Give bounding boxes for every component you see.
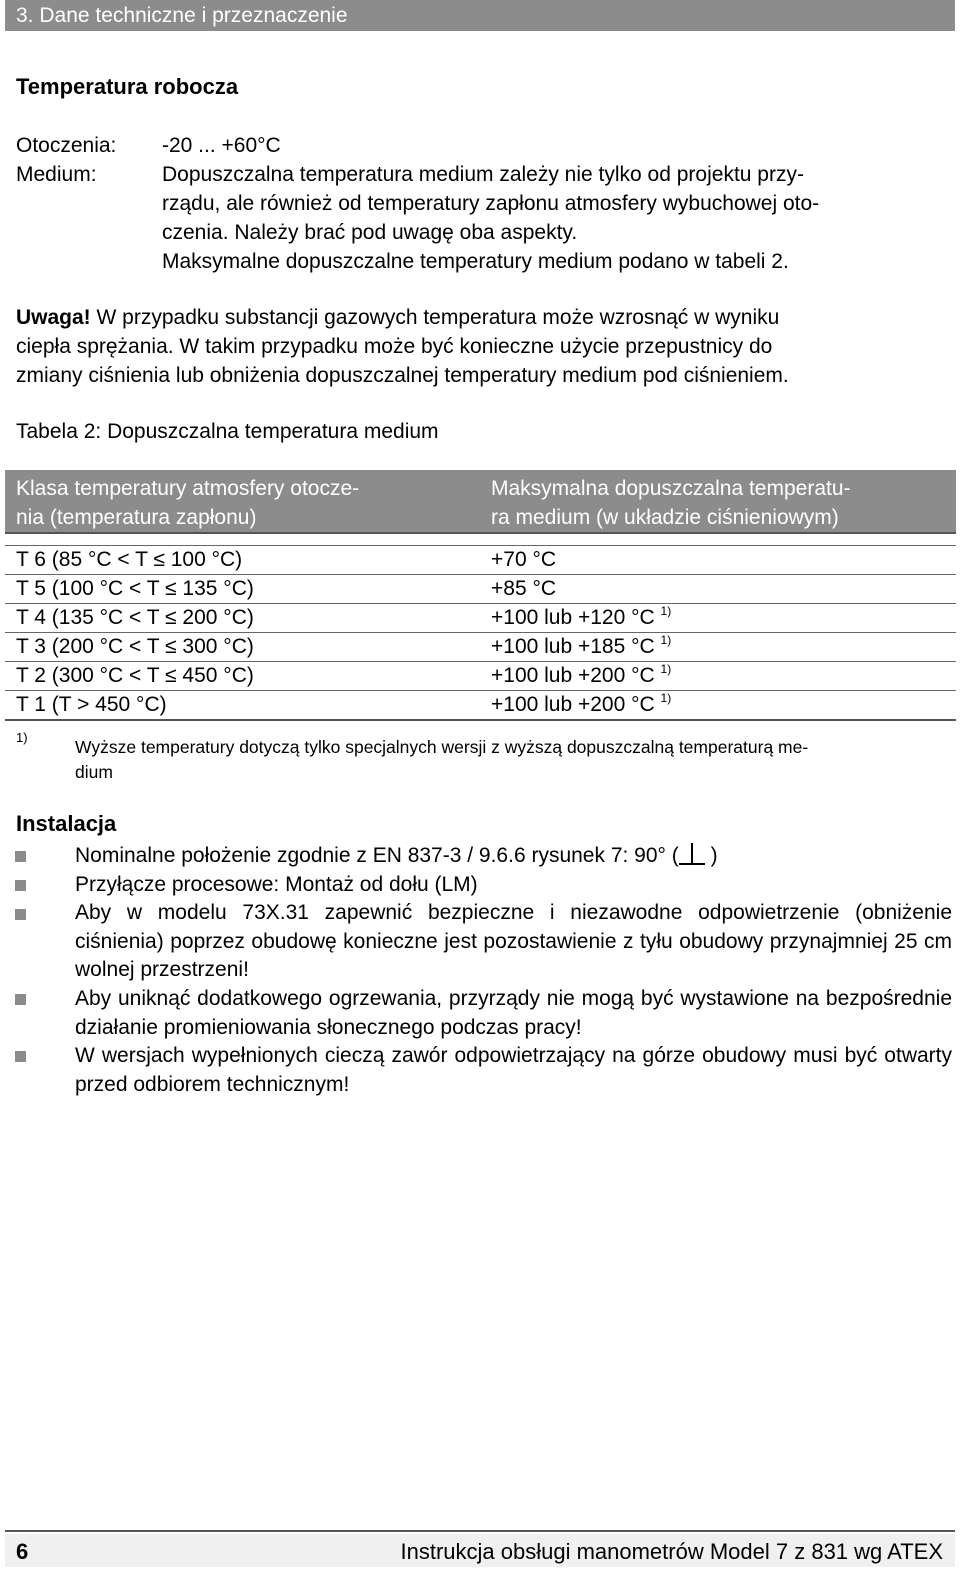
installation-item: W wersjach wypełnionych cieczą zawór odpowietrzający na górze obudowy musi być otwarty przed odbiorem technicznym! xyxy=(75,1044,952,1096)
medium-line: czenia. Należy brać pod uwagę oba aspekty. xyxy=(162,221,578,244)
bullet-icon xyxy=(15,1051,26,1062)
temp-class-cell: T 5 (100 °C < T ≤ 135 °C) xyxy=(16,577,254,600)
mounting-position-icon xyxy=(679,843,705,865)
temp-class-cell: T 3 (200 °C < T ≤ 300 °C) xyxy=(16,635,254,658)
table-row xyxy=(5,662,956,691)
bullet-icon xyxy=(15,909,26,920)
document-title: Instrukcja obsługi manometrów Model 7 z 831 wg ATEX xyxy=(400,1539,943,1564)
footnote-line: dium xyxy=(75,762,113,782)
temp-class-cell: T 2 (300 °C < T ≤ 450 °C) xyxy=(16,664,254,687)
ambient-value: -20 ... +60°C xyxy=(162,134,281,157)
max-temp-cell: +100 lub +185 °C $^{1)}$ xyxy=(491,633,672,658)
medium-line: Maksymalne dopuszczalne temperatury medium podano w tabeli 2. xyxy=(162,250,789,273)
max-temp-cell: +70 °C xyxy=(491,548,557,571)
table-header-col1 xyxy=(16,474,466,532)
header-text: nia (temperatura zapłonu) xyxy=(16,506,257,529)
temp-class-cell: T 1 (T > 450 °C) xyxy=(16,693,167,716)
bullet-icon xyxy=(15,880,26,891)
table-caption: Tabela 2: Dopuszczalna temperatura medium xyxy=(16,420,439,443)
table-row xyxy=(5,691,956,721)
footnote-mark: 1) xyxy=(16,730,28,745)
footnote-line: Wyższe temperatury dotyczą tylko specjalnych wersji z wyższą dopuszczalną temperaturą me- xyxy=(75,737,809,757)
section-header xyxy=(5,0,955,31)
section-title: 3. Dane techniczne i przeznaczenie xyxy=(16,4,348,27)
warning-paragraph xyxy=(16,303,956,390)
ambient-label: Otoczenia: xyxy=(16,134,117,157)
warning-text: zmiany ciśnienia lub obniżenia dopuszczalnej temperatury medium pod ciśnieniem. xyxy=(16,364,789,387)
medium-line: Dopuszczalna temperatura medium zależy nie tylko od projektu przy- xyxy=(162,163,804,186)
max-temp-cell: +100 lub +200 °C $^{1)}$ xyxy=(491,691,672,716)
warning-text: ciepła sprężania. W takim przypadku może być konieczne użycie przepustnicy do xyxy=(16,335,773,358)
max-temp-cell: +85 °C xyxy=(491,577,557,600)
installation-item: Przyłącze procesowe: Montaż od dołu (LM) xyxy=(75,873,478,896)
installation-heading: Instalacja xyxy=(16,811,117,836)
table-header-col2 xyxy=(491,474,951,532)
footnote-text xyxy=(75,735,955,785)
installation-item: Aby w modelu 73X.31 zapewnić bezpieczne i niezawodne odpowietrzenie (obniżenie ciśnienia) poprzez obudowę konieczne jest pozostawienie z tyłu obudowy przynajmniej 25 cm wolnej przestrzeni! xyxy=(75,901,952,981)
bullet-icon xyxy=(15,851,26,862)
header-text: Klasa temperatury atmosfery otocze- xyxy=(16,477,360,500)
medium-line: rządu, ale również od temperatury zapłonu atmosfery wybuchowej oto- xyxy=(162,192,820,215)
table-row xyxy=(5,604,956,633)
header-text: ra medium (w układzie ciśnieniowym) xyxy=(491,506,839,529)
working-temp-heading: Temperatura robocza xyxy=(16,74,239,99)
installation-item: Nominalne położenie zgodnie z EN 837-3 / 9.6.6 rysunek 7: 90° ( ) xyxy=(75,844,718,867)
page-number: 6 xyxy=(16,1539,29,1564)
bullet-icon xyxy=(15,994,26,1005)
table-row xyxy=(5,546,956,575)
table-row xyxy=(5,633,956,662)
footer xyxy=(5,1534,955,1567)
temperature-table xyxy=(5,470,956,721)
warning-text: W przypadku substancji gazowych temperatura może wzrosnąć w wyniku xyxy=(90,306,780,329)
medium-description xyxy=(162,160,819,276)
max-temp-cell: +100 lub +200 °C $^{1)}$ xyxy=(491,662,672,687)
temp-class-cell: T 6 (85 °C < T ≤ 100 °C) xyxy=(16,548,243,571)
footer-divider xyxy=(5,1530,955,1532)
max-temp-cell: +100 lub +120 °C $^{1)}$ xyxy=(491,604,672,629)
installation-item: Aby uniknąć dodatkowego ogrzewania, przyrządy nie mogą być wystawione na bezpośrednie działanie promieniowania słonecznego podczas pracy! xyxy=(75,987,952,1039)
medium-label: Medium: xyxy=(16,163,97,186)
warning-label: Uwaga! xyxy=(16,306,91,329)
table-body xyxy=(5,545,956,721)
header-text: Maksymalna dopuszczalna temperatu- xyxy=(491,477,851,500)
temp-class-cell: T 4 (135 °C < T ≤ 200 °C) xyxy=(16,606,254,629)
table-row xyxy=(5,575,956,604)
table-header xyxy=(5,470,956,534)
